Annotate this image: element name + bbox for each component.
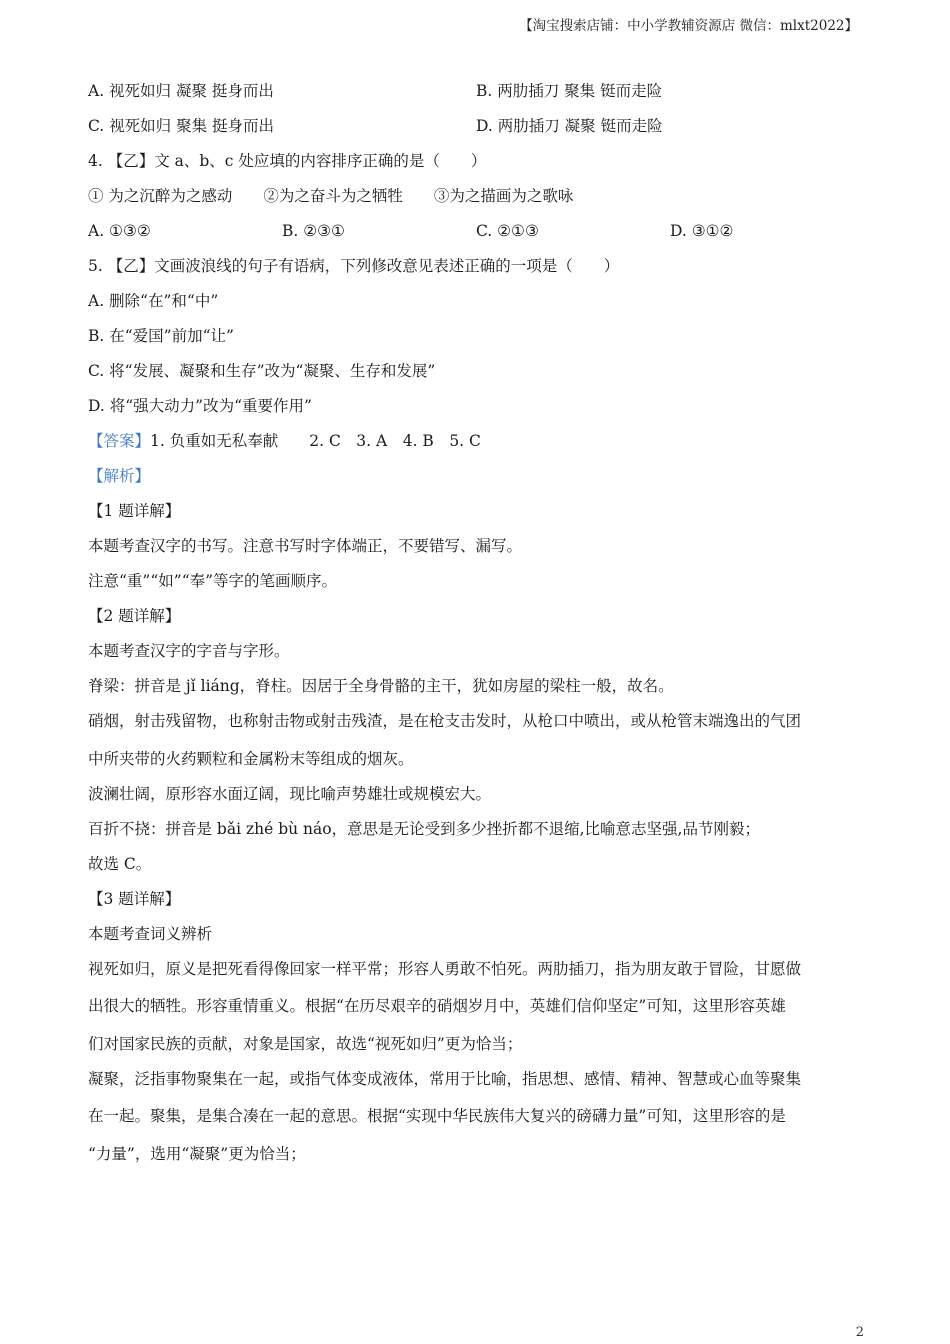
q4-option-c: C. ②①③ [476,222,539,240]
q5-option-c: C. 将“发展、凝聚和生存”改为“凝聚、生存和发展” [88,362,436,380]
sec3-line: “力量”，选用“凝聚”更为恰当； [88,1144,306,1163]
q4-stem: 4. 【乙】文 a、b、c 处应填的内容排序正确的是（ ） [88,152,487,170]
q3-option-a: A. 视死如归 凝聚 挺身而出 [88,82,274,100]
sec2-line: 百折不挠：拼音是 bǎi zhé bù náo，意思是无论受到多少挫折都不退缩,比喻意志坚强,品节刚毅； [88,819,760,838]
sec3-line: 本题考查词义辨析 [88,924,213,943]
sec3-line: 在一起。聚集，是集合凑在一起的意思。根据“实现中华民族伟大复兴的磅礴力量”可知，这里形容的是 [88,1107,786,1125]
sec2-line: 波澜壮阔，原形容水面辽阔，现比喻声势雄壮或规模宏大。 [88,784,492,803]
page-header: 【淘宝搜索店铺：中小学教辅资源店 微信：mlxt2022】 [519,18,858,34]
sec2-line: 本题考查汉字的字音与字形。 [88,642,290,660]
page-number: 2 [855,1325,864,1340]
sec3-line: 凝聚，泛指事物聚集在一起，或指气体变成液体，常用于比喻，指思想、感情、精神、智慧或心血等聚集 [88,1069,802,1088]
q4-items: ① 为之沉醉为之感动 ②为之奋斗为之牺牲 ③为之描画为之歌咏 [88,187,574,205]
q5-option-b: B. 在“爱国”前加“让” [88,327,234,345]
sec2-line: 硝烟，射击残留物，也称射击物或射击残渣，是在枪支击发时，从枪口中喷出，或从枪管末端逸出的气团 [88,712,802,730]
answer-label: 【答案】 [88,432,151,450]
sec1-line: 注意“重”“如”“奉”等字的笔画顺序。 [88,572,338,590]
q3-option-c: C. 视死如归 聚集 挺身而出 [88,117,275,135]
sec1-title: 【1 题详解】 [88,502,181,520]
analysis-label: 【解析】 [88,467,151,485]
q5-option-d: D. 将“强大动力”改为“重要作用” [88,397,312,415]
document-body [88,76,860,1174]
answer-line [88,426,860,461]
q3-option-d: D. 两肋插刀 凝聚 铤而走险 [476,117,663,135]
sec1-line: 本题考查汉字的书写。注意书写时字体端正，不要错写、漏写。 [88,537,523,555]
sec2-line: 中所夹带的火药颗粒和金属粉末等组成的烟灰。 [88,749,414,768]
q4-options [88,216,860,251]
sec2-line: 故选 C。 [88,854,152,873]
q5-stem: 5. 【乙】文画波浪线的句子有语病，下列修改意见表述正确的一项是（ ） [88,257,620,275]
q4-option-a: A. ①③② [88,222,151,240]
q5-option-a: A. 删除“在”和“中” [88,292,219,310]
q3-option-b: B. 两肋插刀 聚集 铤而走险 [476,82,663,100]
sec3-line: 视死如归，原义是把死看得像回家一样平常；形容人勇敢不怕死。两肋插刀，指为朋友敢于冒险，甘愿做 [88,959,802,978]
sec3-line: 出很大的牺牲。形容重情重义。根据“在历尽艰辛的硝烟岁月中，英雄们信仰坚定”可知，这里形容英雄 [88,997,786,1015]
sec2-title: 【2 题详解】 [88,607,181,625]
sec3-title: 【3 题详解】 [88,889,181,908]
sec2-line: 脊梁：拼音是 jǐ liáng，脊柱。因居于全身骨骼的主干，犹如房屋的梁柱一般，故名。 [88,677,674,695]
q4-option-b: B. ②③① [282,222,345,240]
answer-text: 1. 负重如无私奉献 2. C 3. A 4. B 5. C [150,432,481,450]
sec3-line: 们对国家民族的贡献，对象是国家，故选“视死如归”更为恰当； [88,1034,523,1053]
q3-options-row-1 [88,76,860,111]
q3-options-row-2 [88,111,860,146]
q4-option-d: D. ③①② [670,222,734,240]
